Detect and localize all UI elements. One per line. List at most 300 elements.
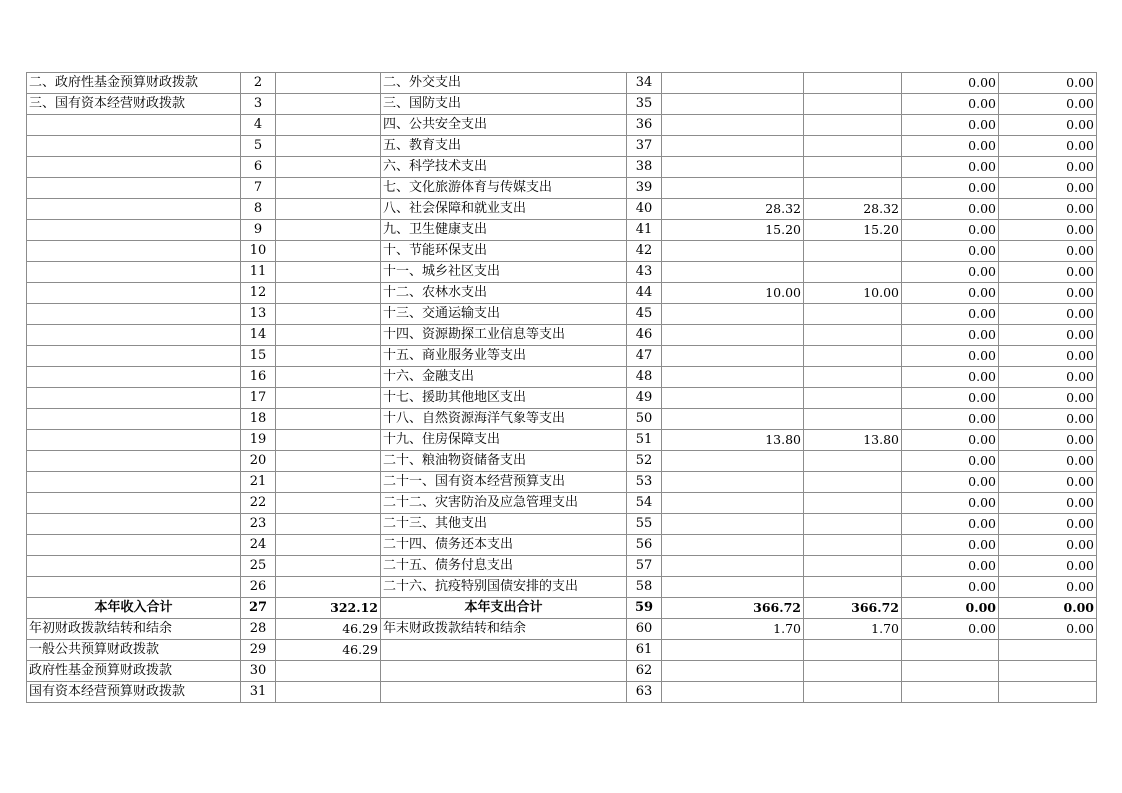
expenditure-line-number: 35 [627, 94, 662, 115]
table-row [27, 325, 1097, 346]
expenditure-amount-col-4: 0.00 [999, 178, 1097, 199]
income-item-name: 二、政府性基金预算财政拨款 [27, 73, 241, 94]
income-amount [276, 556, 381, 577]
income-item-name [27, 388, 241, 409]
income-amount: 46.29 [276, 640, 381, 661]
expenditure-amount-col-2 [804, 262, 902, 283]
expenditure-amount-col-3: 0.00 [902, 73, 999, 94]
expenditure-total-amount: 1.70 [662, 619, 804, 640]
expenditure-amount-col-4: 0.00 [999, 451, 1097, 472]
expenditure-amount-col-3: 0.00 [902, 283, 999, 304]
expenditure-item-name: 二十五、债务付息支出 [381, 556, 627, 577]
income-line-number: 26 [241, 577, 276, 598]
income-amount [276, 241, 381, 262]
income-item-name [27, 535, 241, 556]
income-item-name [27, 220, 241, 241]
income-item-name [27, 157, 241, 178]
expenditure-amount-col-4 [999, 682, 1097, 703]
expenditure-amount-col-2 [804, 367, 902, 388]
table-row [27, 304, 1097, 325]
expenditure-item-name: 十九、住房保障支出 [381, 430, 627, 451]
income-line-number: 6 [241, 157, 276, 178]
expenditure-amount-col-2 [804, 640, 902, 661]
table-row [27, 451, 1097, 472]
income-item-name: 国有资本经营预算财政拨款 [27, 682, 241, 703]
table-row [27, 682, 1097, 703]
table-row [27, 115, 1097, 136]
expenditure-total-amount [662, 325, 804, 346]
expenditure-amount-col-2: 15.20 [804, 220, 902, 241]
expenditure-amount-col-2: 1.70 [804, 619, 902, 640]
income-amount [276, 199, 381, 220]
table-row [27, 94, 1097, 115]
expenditure-amount-col-3: 0.00 [902, 157, 999, 178]
expenditure-amount-col-3: 0.00 [902, 577, 999, 598]
expenditure-item-name: 十三、交通运输支出 [381, 304, 627, 325]
table-row [27, 199, 1097, 220]
expenditure-item-name: 十、节能环保支出 [381, 241, 627, 262]
expenditure-amount-col-2 [804, 514, 902, 535]
expenditure-amount-col-2 [804, 472, 902, 493]
income-line-number: 8 [241, 199, 276, 220]
expenditure-amount-col-3: 0.00 [902, 346, 999, 367]
table-row [27, 514, 1097, 535]
income-amount [276, 409, 381, 430]
expenditure-total-amount [662, 367, 804, 388]
income-item-name [27, 325, 241, 346]
expenditure-total-amount [662, 682, 804, 703]
income-amount [276, 262, 381, 283]
table-row [27, 73, 1097, 94]
expenditure-total-amount [662, 556, 804, 577]
expenditure-line-number: 46 [627, 325, 662, 346]
expenditure-item-name [381, 640, 627, 661]
income-amount [276, 535, 381, 556]
expenditure-amount-col-2 [804, 451, 902, 472]
expenditure-line-number: 49 [627, 388, 662, 409]
expenditure-amount-col-4: 0.00 [999, 346, 1097, 367]
expenditure-item-name: 二十、粮油物资储备支出 [381, 451, 627, 472]
income-item-name [27, 178, 241, 199]
expenditure-amount-col-4: 0.00 [999, 136, 1097, 157]
income-item-name [27, 556, 241, 577]
income-item-name [27, 241, 241, 262]
table-row [27, 388, 1097, 409]
expenditure-amount-col-3: 0.00 [902, 598, 999, 619]
expenditure-amount-col-4: 0.00 [999, 535, 1097, 556]
income-line-number: 31 [241, 682, 276, 703]
income-line-number: 14 [241, 325, 276, 346]
expenditure-line-number: 61 [627, 640, 662, 661]
expenditure-total-amount [662, 640, 804, 661]
expenditure-total-amount [662, 346, 804, 367]
income-line-number: 30 [241, 661, 276, 682]
expenditure-amount-col-2: 28.32 [804, 199, 902, 220]
expenditure-amount-col-2 [804, 577, 902, 598]
income-item-name [27, 472, 241, 493]
expenditure-total-amount: 15.20 [662, 220, 804, 241]
income-amount [276, 220, 381, 241]
expenditure-amount-col-3: 0.00 [902, 325, 999, 346]
expenditure-amount-col-3: 0.00 [902, 388, 999, 409]
income-item-name [27, 136, 241, 157]
expenditure-item-name: 二十一、国有资本经营预算支出 [381, 472, 627, 493]
income-item-name: 一般公共预算财政拨款 [27, 640, 241, 661]
expenditure-amount-col-4 [999, 640, 1097, 661]
income-item-name: 年初财政拨款结转和结余 [27, 619, 241, 640]
table-row [27, 262, 1097, 283]
income-amount [276, 367, 381, 388]
table-row [27, 220, 1097, 241]
expenditure-amount-col-3: 0.00 [902, 115, 999, 136]
expenditure-item-name [381, 661, 627, 682]
expenditure-amount-col-4: 0.00 [999, 325, 1097, 346]
expenditure-amount-col-3 [902, 640, 999, 661]
expenditure-amount-col-2 [804, 115, 902, 136]
income-item-name [27, 115, 241, 136]
expenditure-amount-col-4: 0.00 [999, 388, 1097, 409]
expenditure-item-name: 年末财政拨款结转和结余 [381, 619, 627, 640]
table-row [27, 472, 1097, 493]
income-line-number: 13 [241, 304, 276, 325]
expenditure-amount-col-2 [804, 409, 902, 430]
income-item-name: 政府性基金预算财政拨款 [27, 661, 241, 682]
income-line-number: 9 [241, 220, 276, 241]
income-amount [276, 430, 381, 451]
expenditure-amount-col-2 [804, 346, 902, 367]
expenditure-amount-col-3: 0.00 [902, 178, 999, 199]
expenditure-amount-col-3: 0.00 [902, 619, 999, 640]
expenditure-item-name: 七、文化旅游体育与传媒支出 [381, 178, 627, 199]
table-row [27, 640, 1097, 661]
expenditure-amount-col-3: 0.00 [902, 241, 999, 262]
expenditure-amount-col-4: 0.00 [999, 493, 1097, 514]
expenditure-total-amount: 28.32 [662, 199, 804, 220]
expenditure-line-number: 59 [627, 598, 662, 619]
expenditure-amount-col-4: 0.00 [999, 598, 1097, 619]
table-row [27, 493, 1097, 514]
expenditure-line-number: 54 [627, 493, 662, 514]
expenditure-amount-col-2 [804, 388, 902, 409]
expenditure-amount-col-2 [804, 73, 902, 94]
income-item-name [27, 304, 241, 325]
income-line-number: 27 [241, 598, 276, 619]
expenditure-amount-col-4: 0.00 [999, 304, 1097, 325]
expenditure-total-amount [662, 136, 804, 157]
table-row [27, 577, 1097, 598]
income-amount [276, 178, 381, 199]
expenditure-total-amount [662, 262, 804, 283]
expenditure-amount-col-4: 0.00 [999, 262, 1097, 283]
income-line-number: 5 [241, 136, 276, 157]
expenditure-total-amount [662, 73, 804, 94]
expenditure-amount-col-2: 366.72 [804, 598, 902, 619]
table-row [27, 283, 1097, 304]
expenditure-item-name: 二十三、其他支出 [381, 514, 627, 535]
expenditure-line-number: 39 [627, 178, 662, 199]
expenditure-total-amount [662, 661, 804, 682]
expenditure-amount-col-3: 0.00 [902, 220, 999, 241]
expenditure-amount-col-2: 10.00 [804, 283, 902, 304]
expenditure-line-number: 60 [627, 619, 662, 640]
income-amount [276, 136, 381, 157]
income-line-number: 2 [241, 73, 276, 94]
income-amount [276, 283, 381, 304]
expenditure-amount-col-3: 0.00 [902, 94, 999, 115]
expenditure-amount-col-4: 0.00 [999, 472, 1097, 493]
table-row [27, 409, 1097, 430]
income-amount [276, 346, 381, 367]
expenditure-amount-col-2 [804, 556, 902, 577]
expenditure-line-number: 37 [627, 136, 662, 157]
income-item-name: 三、国有资本经营财政拨款 [27, 94, 241, 115]
income-item-name [27, 262, 241, 283]
expenditure-line-number: 52 [627, 451, 662, 472]
income-line-number: 23 [241, 514, 276, 535]
expenditure-line-number: 42 [627, 241, 662, 262]
expenditure-item-name: 九、卫生健康支出 [381, 220, 627, 241]
income-amount [276, 451, 381, 472]
income-item-name [27, 283, 241, 304]
income-line-number: 17 [241, 388, 276, 409]
income-amount [276, 388, 381, 409]
expenditure-item-name: 十一、城乡社区支出 [381, 262, 627, 283]
expenditure-line-number: 38 [627, 157, 662, 178]
expenditure-total-amount [662, 514, 804, 535]
expenditure-amount-col-3: 0.00 [902, 304, 999, 325]
income-amount [276, 682, 381, 703]
expenditure-total-amount: 13.80 [662, 430, 804, 451]
expenditure-total-amount [662, 535, 804, 556]
table-row [27, 178, 1097, 199]
income-amount [276, 661, 381, 682]
expenditure-amount-col-2 [804, 661, 902, 682]
income-item-name [27, 367, 241, 388]
income-amount [276, 304, 381, 325]
expenditure-total-amount [662, 178, 804, 199]
expenditure-line-number: 40 [627, 199, 662, 220]
expenditure-item-name: 四、公共安全支出 [381, 115, 627, 136]
income-line-number: 16 [241, 367, 276, 388]
expenditure-item-name: 二十二、灾害防治及应急管理支出 [381, 493, 627, 514]
expenditure-item-name: 二十四、债务还本支出 [381, 535, 627, 556]
income-item-name [27, 451, 241, 472]
expenditure-item-name: 十二、农林水支出 [381, 283, 627, 304]
income-amount [276, 493, 381, 514]
income-amount [276, 472, 381, 493]
expenditure-item-name: 二、外交支出 [381, 73, 627, 94]
expenditure-amount-col-3: 0.00 [902, 199, 999, 220]
income-amount [276, 514, 381, 535]
expenditure-amount-col-2 [804, 241, 902, 262]
expenditure-total-amount [662, 409, 804, 430]
income-line-number: 7 [241, 178, 276, 199]
expenditure-total-amount [662, 577, 804, 598]
income-line-number: 24 [241, 535, 276, 556]
expenditure-amount-col-3: 0.00 [902, 514, 999, 535]
expenditure-item-name: 六、科学技术支出 [381, 157, 627, 178]
expenditure-line-number: 44 [627, 283, 662, 304]
income-item-name [27, 577, 241, 598]
income-item-name: 本年收入合计 [27, 598, 241, 619]
income-line-number: 4 [241, 115, 276, 136]
expenditure-total-amount [662, 451, 804, 472]
expenditure-amount-col-2 [804, 94, 902, 115]
expenditure-amount-col-2 [804, 682, 902, 703]
expenditure-line-number: 63 [627, 682, 662, 703]
expenditure-item-name: 十八、自然资源海洋气象等支出 [381, 409, 627, 430]
expenditure-amount-col-2 [804, 178, 902, 199]
income-amount [276, 157, 381, 178]
expenditure-total-amount [662, 241, 804, 262]
table-row [27, 661, 1097, 682]
income-line-number: 18 [241, 409, 276, 430]
expenditure-amount-col-2 [804, 493, 902, 514]
expenditure-amount-col-2 [804, 535, 902, 556]
income-line-number: 15 [241, 346, 276, 367]
expenditure-amount-col-4: 0.00 [999, 199, 1097, 220]
income-line-number: 22 [241, 493, 276, 514]
expenditure-amount-col-4: 0.00 [999, 430, 1097, 451]
expenditure-item-name: 十五、商业服务业等支出 [381, 346, 627, 367]
expenditure-item-name: 十七、援助其他地区支出 [381, 388, 627, 409]
income-line-number: 10 [241, 241, 276, 262]
expenditure-line-number: 56 [627, 535, 662, 556]
expenditure-item-name: 三、国防支出 [381, 94, 627, 115]
expenditure-amount-col-4: 0.00 [999, 577, 1097, 598]
expenditure-amount-col-3: 0.00 [902, 430, 999, 451]
income-line-number: 3 [241, 94, 276, 115]
expenditure-amount-col-3: 0.00 [902, 556, 999, 577]
table-row [27, 619, 1097, 640]
expenditure-line-number: 43 [627, 262, 662, 283]
expenditure-amount-col-3: 0.00 [902, 409, 999, 430]
expenditure-total-amount [662, 115, 804, 136]
expenditure-amount-col-2 [804, 136, 902, 157]
expenditure-line-number: 53 [627, 472, 662, 493]
expenditure-item-name: 十六、金融支出 [381, 367, 627, 388]
expenditure-amount-col-4: 0.00 [999, 94, 1097, 115]
expenditure-amount-col-3: 0.00 [902, 367, 999, 388]
expenditure-line-number: 36 [627, 115, 662, 136]
table-row [27, 346, 1097, 367]
income-item-name [27, 430, 241, 451]
expenditure-amount-col-3: 0.00 [902, 493, 999, 514]
expenditure-total-amount [662, 493, 804, 514]
expenditure-line-number: 50 [627, 409, 662, 430]
expenditure-amount-col-4: 0.00 [999, 556, 1097, 577]
expenditure-line-number: 47 [627, 346, 662, 367]
expenditure-amount-col-4: 0.00 [999, 283, 1097, 304]
expenditure-amount-col-2 [804, 304, 902, 325]
expenditure-amount-col-4: 0.00 [999, 73, 1097, 94]
expenditure-amount-col-2: 13.80 [804, 430, 902, 451]
expenditure-total-amount [662, 304, 804, 325]
expenditure-total-amount [662, 157, 804, 178]
expenditure-line-number: 55 [627, 514, 662, 535]
expenditure-amount-col-4: 0.00 [999, 367, 1097, 388]
income-line-number: 25 [241, 556, 276, 577]
expenditure-total-amount: 10.00 [662, 283, 804, 304]
expenditure-line-number: 41 [627, 220, 662, 241]
expenditure-total-amount [662, 472, 804, 493]
expenditure-item-name: 五、教育支出 [381, 136, 627, 157]
income-line-number: 11 [241, 262, 276, 283]
expenditure-item-name: 十四、资源勘探工业信息等支出 [381, 325, 627, 346]
expenditure-line-number: 51 [627, 430, 662, 451]
table-row [27, 367, 1097, 388]
expenditure-amount-col-4: 0.00 [999, 157, 1097, 178]
income-amount [276, 115, 381, 136]
expenditure-amount-col-2 [804, 157, 902, 178]
expenditure-amount-col-3: 0.00 [902, 262, 999, 283]
income-line-number: 12 [241, 283, 276, 304]
expenditure-amount-col-3 [902, 661, 999, 682]
expenditure-line-number: 58 [627, 577, 662, 598]
table-row [27, 535, 1097, 556]
income-item-name [27, 493, 241, 514]
expenditure-item-name [381, 682, 627, 703]
table-row [27, 157, 1097, 178]
income-line-number: 28 [241, 619, 276, 640]
income-amount [276, 325, 381, 346]
table-row [27, 430, 1097, 451]
table-row [27, 241, 1097, 262]
income-item-name [27, 514, 241, 535]
income-item-name [27, 199, 241, 220]
expenditure-total-amount: 366.72 [662, 598, 804, 619]
expenditure-total-amount [662, 94, 804, 115]
table-row [27, 136, 1097, 157]
expenditure-item-name: 八、社会保障和就业支出 [381, 199, 627, 220]
expenditure-line-number: 48 [627, 367, 662, 388]
expenditure-line-number: 62 [627, 661, 662, 682]
expenditure-amount-col-2 [804, 325, 902, 346]
expenditure-amount-col-4: 0.00 [999, 115, 1097, 136]
expenditure-amount-col-4 [999, 661, 1097, 682]
expenditure-item-name: 二十六、抗疫特别国债安排的支出 [381, 577, 627, 598]
income-line-number: 20 [241, 451, 276, 472]
income-item-name [27, 409, 241, 430]
income-line-number: 19 [241, 430, 276, 451]
income-amount [276, 577, 381, 598]
expenditure-amount-col-4: 0.00 [999, 514, 1097, 535]
expenditure-amount-col-4: 0.00 [999, 619, 1097, 640]
expenditure-amount-col-4: 0.00 [999, 220, 1097, 241]
table-row [27, 556, 1097, 577]
income-amount: 322.12 [276, 598, 381, 619]
expenditure-amount-col-3: 0.00 [902, 451, 999, 472]
expenditure-amount-col-3 [902, 682, 999, 703]
income-item-name [27, 346, 241, 367]
expenditure-amount-col-3: 0.00 [902, 472, 999, 493]
expenditure-amount-col-4: 0.00 [999, 241, 1097, 262]
income-line-number: 21 [241, 472, 276, 493]
expenditure-line-number: 45 [627, 304, 662, 325]
expenditure-amount-col-3: 0.00 [902, 535, 999, 556]
expenditure-item-name: 本年支出合计 [381, 598, 627, 619]
income-line-number: 29 [241, 640, 276, 661]
expenditure-line-number: 57 [627, 556, 662, 577]
expenditure-amount-col-4: 0.00 [999, 409, 1097, 430]
budget-table [26, 72, 1097, 703]
expenditure-amount-col-3: 0.00 [902, 136, 999, 157]
income-amount [276, 94, 381, 115]
expenditure-total-amount [662, 388, 804, 409]
expenditure-line-number: 34 [627, 73, 662, 94]
income-amount [276, 73, 381, 94]
income-amount: 46.29 [276, 619, 381, 640]
